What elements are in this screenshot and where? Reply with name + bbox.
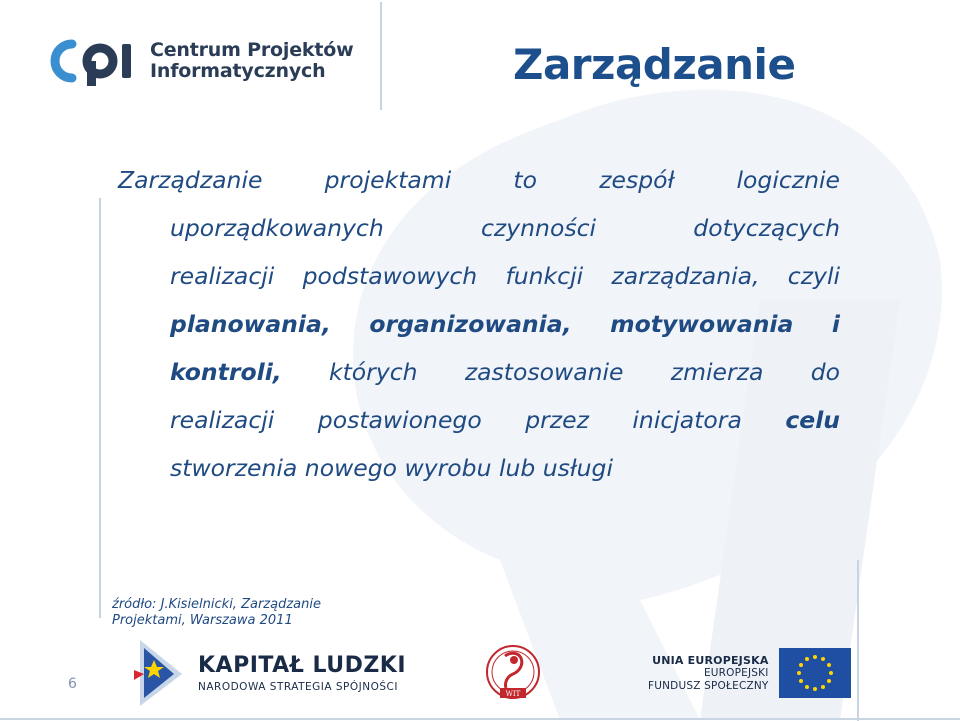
definition-line-5-rest: których zastosowanie zmierza do [281,358,840,386]
definition-line-7: stworzenia nowego wyrobu lub usługi [170,454,614,482]
definition-line-4 [118,300,840,348]
source-line-1: źródło: J.Kisielnicki, Zarządzanie [112,597,321,612]
eu-line-1: UNIA EUROPEJSKA [652,653,769,667]
eu-line-3: FUNDUSZ SPOŁECZNY [648,679,769,692]
definition-line-5 [118,348,840,396]
divider-vertical-right [857,560,859,721]
definition-line-3: realizacji podstawowych funkcji zarządzania, czyli [170,262,840,290]
cpi-logo-line1: Centrum Projektów [150,39,354,61]
eu-line-2: EUROPEJSKI [703,666,769,679]
divider-horizontal-bottom [0,718,960,720]
definition-line-1: Zarządzanie projektami to zespół logicznie [118,166,840,194]
kapital-ludzki-subtitle: NARODOWA STRATEGIA SPÓJNOŚCI [198,680,398,693]
definition-line-6-rest: realizacji postawionego przez inicjatora [170,406,786,434]
source-line-2: Projektami, Warszawa 2011 [112,613,293,628]
definition-line-4-bold: planowania, organizowania, motywowania i [170,310,840,338]
kapital-ludzki-title: KAPITAŁ LUDZKI [198,652,407,678]
eu-logo-text [648,654,769,693]
definition-line-5-bold: kontroli, [170,358,282,386]
kapital-ludzki-logo [130,634,406,712]
slide-title: Zarządzanie [513,40,796,89]
eu-flag-icon [779,648,851,698]
source-citation [112,597,321,629]
cpi-logo-text [150,40,353,82]
divider-vertical-top [380,2,382,110]
definition-line-2: uporządkowanych czynności dotyczących [170,214,840,242]
cpi-logo-mark-icon [50,36,142,86]
cpi-logo [50,36,353,86]
eu-logo [648,648,851,698]
kapital-ludzki-mark-icon [130,634,186,712]
page-number: 6 [68,676,77,692]
definition-text [118,156,840,492]
kapital-ludzki-text [198,654,406,693]
cpi-logo-line2: Informatycznych [150,60,326,82]
definition-line-6 [118,396,840,444]
definition-line-6-bold: celu [785,406,840,434]
divider-vertical-left [99,198,101,618]
wit-logo-label: WIT [505,690,521,698]
wit-logo-icon [474,642,552,706]
